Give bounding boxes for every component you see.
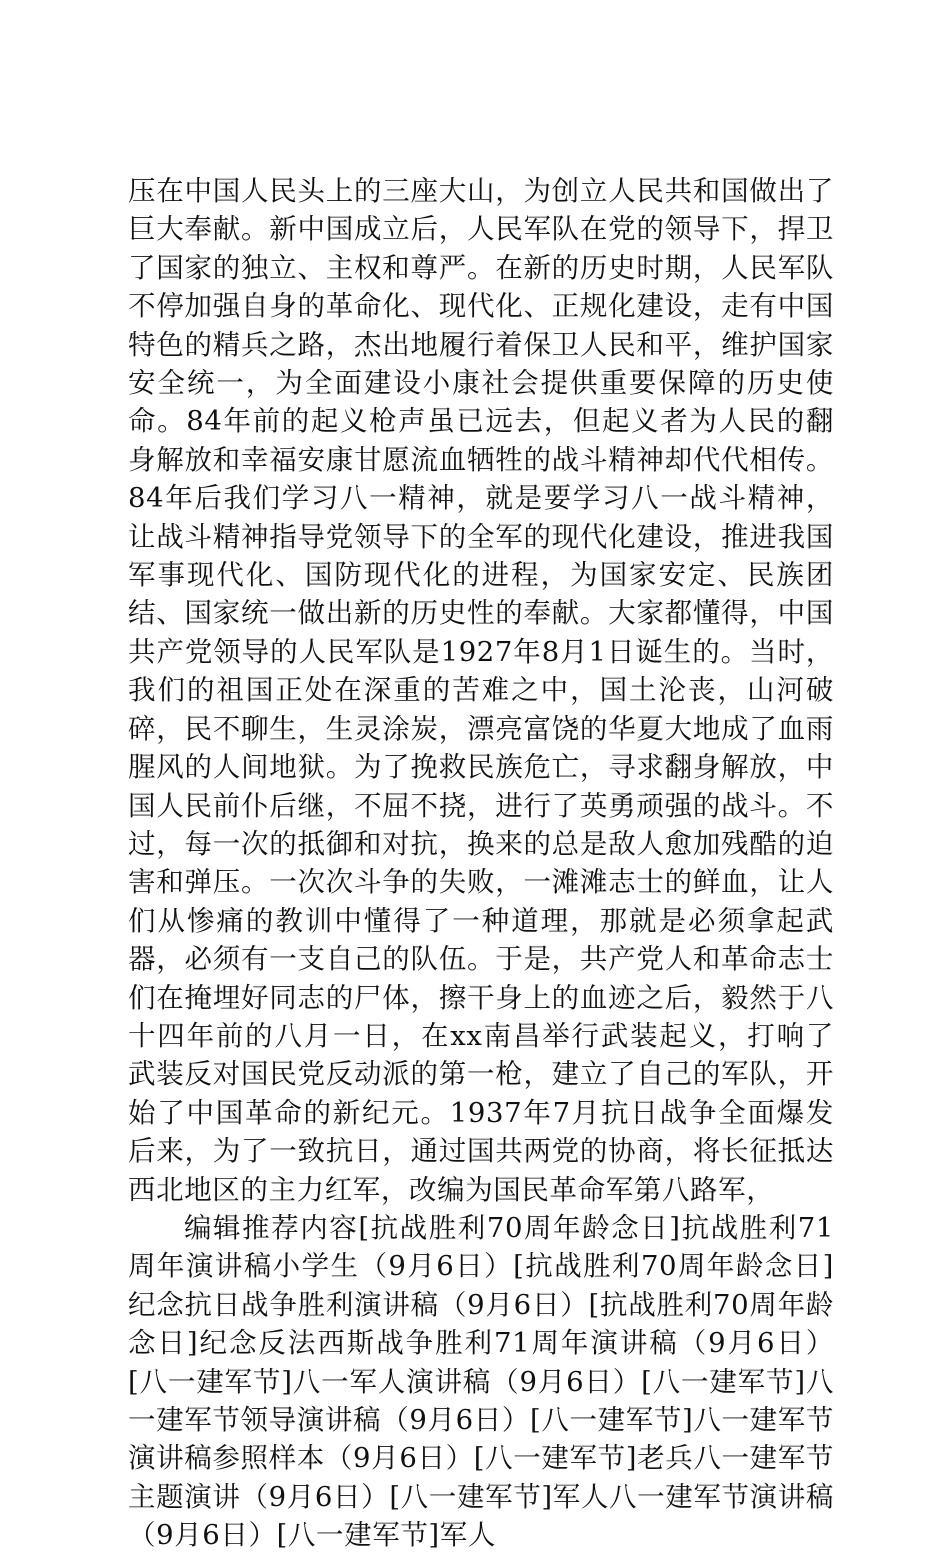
body-paragraph: 压在中国人民头上的三座大山，为创立人民共和国做出了巨大奉献。新中国成立后，人民军队在党的领导下，捍卫了国家的独立、主权和尊严。在新的历史时期，人民军队不停加强自身的革命化、现代化、正规化建设，走有中国特色的精兵之路，杰出地履行着保卫人民和平，维护国家安全统一，为全面建设小康社会提供重要保障的历史使命。84年前的起义枪声虽已远去，但起义者为人民的翻身解放和幸福安康甘愿流血牺牲的战斗精神却代代相传。84年后我们学习八一精神，就是要学习八一战斗精神，让战斗精神指导党领导下的全军的现代化建设，推进我国军事现代化、国防现代化的进程，为国家安定、民族团结、国家统一做出新的历史性的奉献。大家都懂得，中国共产党领导的人民军队是1927年8月1日诞生的。当时，我们的祖国正处在深重的苦难之中，国土沦丧，山河破碎，民不聊生，生灵涂炭，漂亮富饶的华夏大地成了血雨腥风的人间地狱。为了挽救民族危亡，寻求翻身解放，中国人民前仆后继，不屈不挠，进行了英勇顽强的战斗。不过，每一次的抵御和对抗，换来的总是敌人愈加残酷的迫害和弹压。一次次斗争的失败，一滩滩志士的鲜血，让人们从惨痛的教训中懂得了一种道理，那就是必须拿起武器，必须有一支自己的队伍。于是，共产党人和革命志士们在掩埋好同志的尸体，擦干身上的血迹之后，毅然于八十四年前的八月一日，在xx南昌举行武装起义，打响了武装反对国民党反动派的第一枪，建立了自己的军队，开始了中国革命的新纪元。1937年7月抗日战争全面爆发后来，为了一致抗日，通过国共两党的协商，将长征抵达西北地区的主力红军，改编为国民革命军第八路军， — [128, 175, 834, 1206]
document-page — [128, 172, 834, 1555]
recommended-content-paragraph: 编辑推荐内容[抗战胜利70周年龄念日]抗战胜利71周年演讲稿小学生（9月6日）[抗战胜利70周年龄念日]纪念抗日战争胜利演讲稿（9月6日）[抗战胜利70周年龄念日]纪念反法西斯战争胜利71周年演讲稿（9月6日）[八一建军节]八一军人演讲稿（9月6日）[八一建军节]八一建军节领导演讲稿（9月6日）[八一建军节]八一建军节演讲稿参照样本（9月6日）[八一建军节]老兵八一建军节主题演讲（9月6日）[八一建军节]军人八一建军节演讲稿（9月6日）[八一建军节]军人 — [128, 1211, 834, 1552]
